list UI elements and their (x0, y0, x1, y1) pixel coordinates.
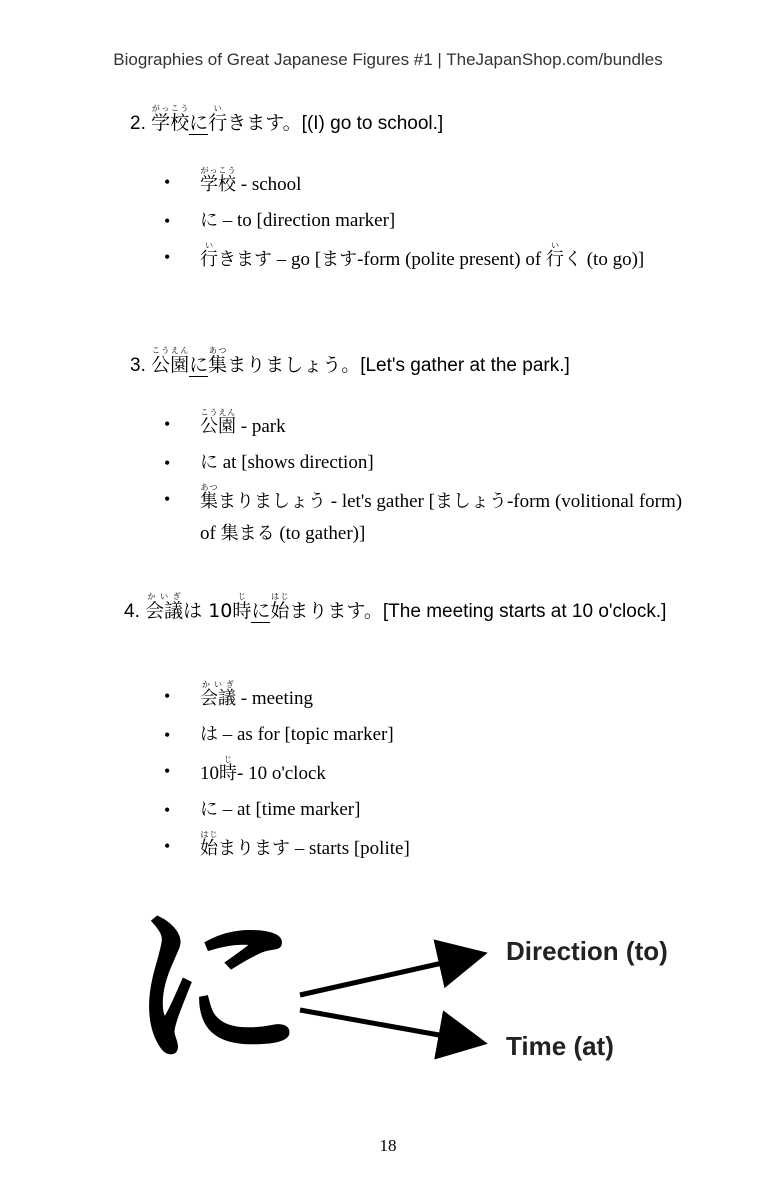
example-sentence-4: 4. 会議かいぎは 10時じに始はじまります。[The meeting starts at 10 o'clock.] (124, 592, 667, 622)
list-item: • 行いきます – go [ます-form (polite present) of 行いく (to go)] (0, 241, 700, 276)
example-sentence-2: 2. 学校がっこうに行いきます。[(I) go to school.] (130, 104, 444, 134)
arrow-direction (300, 955, 478, 995)
word-kouen: 公園こうえん (151, 346, 190, 376)
word-iku: 行い (208, 104, 228, 134)
list-item: • 集あつまりましょう - let's gather [ましょう-form (volitional form) of 集まる (to gather)] (0, 483, 700, 550)
ni-glyph: に (128, 886, 303, 1089)
word-kaigi: 会議かいぎ (145, 592, 184, 622)
list-item: • は – as for [topic marker] (0, 719, 700, 751)
sentence-number: 3. (130, 355, 146, 376)
list-item: • に – at [time marker] (0, 794, 700, 826)
sentence-number: 4. (124, 601, 140, 622)
arrow-time (300, 1010, 478, 1042)
list-item: • 公園こうえん - park (0, 408, 700, 443)
list-item: • 始はじまります – starts [polite] (0, 830, 700, 865)
list-item: • に at [shows direction] (0, 447, 700, 479)
example-sentence-3: 3. 公園こうえんに集あつまりましょう。[Let's gather at the park.] (130, 346, 570, 376)
sentence-number: 2. (130, 113, 146, 134)
label-direction: Direction (to) (506, 936, 668, 966)
list-item: • 会議かいぎ - meeting (0, 680, 700, 715)
particle-ni: に (189, 112, 209, 134)
vocab-list-3 (0, 408, 700, 554)
running-header: Biographies of Great Japanese Figures #1 | TheJapanShop.com/bundles (113, 50, 663, 69)
word-atsumaru: 集あつ (208, 346, 228, 376)
word-hajimaru: 始はじ (270, 592, 290, 622)
word-gakkou: 学校がっこう (151, 104, 190, 134)
particle-ni: に (251, 600, 271, 622)
list-item: • 10時じ- 10 o'clock (0, 755, 700, 790)
list-item: • に – to [direction marker] (0, 205, 700, 237)
vocab-list-2 (0, 166, 700, 280)
translation: [Let's gather at the park.] (360, 355, 570, 376)
particle-ni: に (189, 354, 209, 376)
translation: [(I) go to school.] (301, 113, 444, 134)
page-number: 18 (379, 1136, 397, 1155)
vocab-list-4 (0, 680, 700, 869)
list-item: • 学校がっこう - school (0, 166, 700, 201)
translation: [The meeting starts at 10 o'clock.] (382, 601, 667, 622)
label-time: Time (at) (506, 1031, 614, 1061)
word-ji: 時じ (232, 592, 252, 622)
